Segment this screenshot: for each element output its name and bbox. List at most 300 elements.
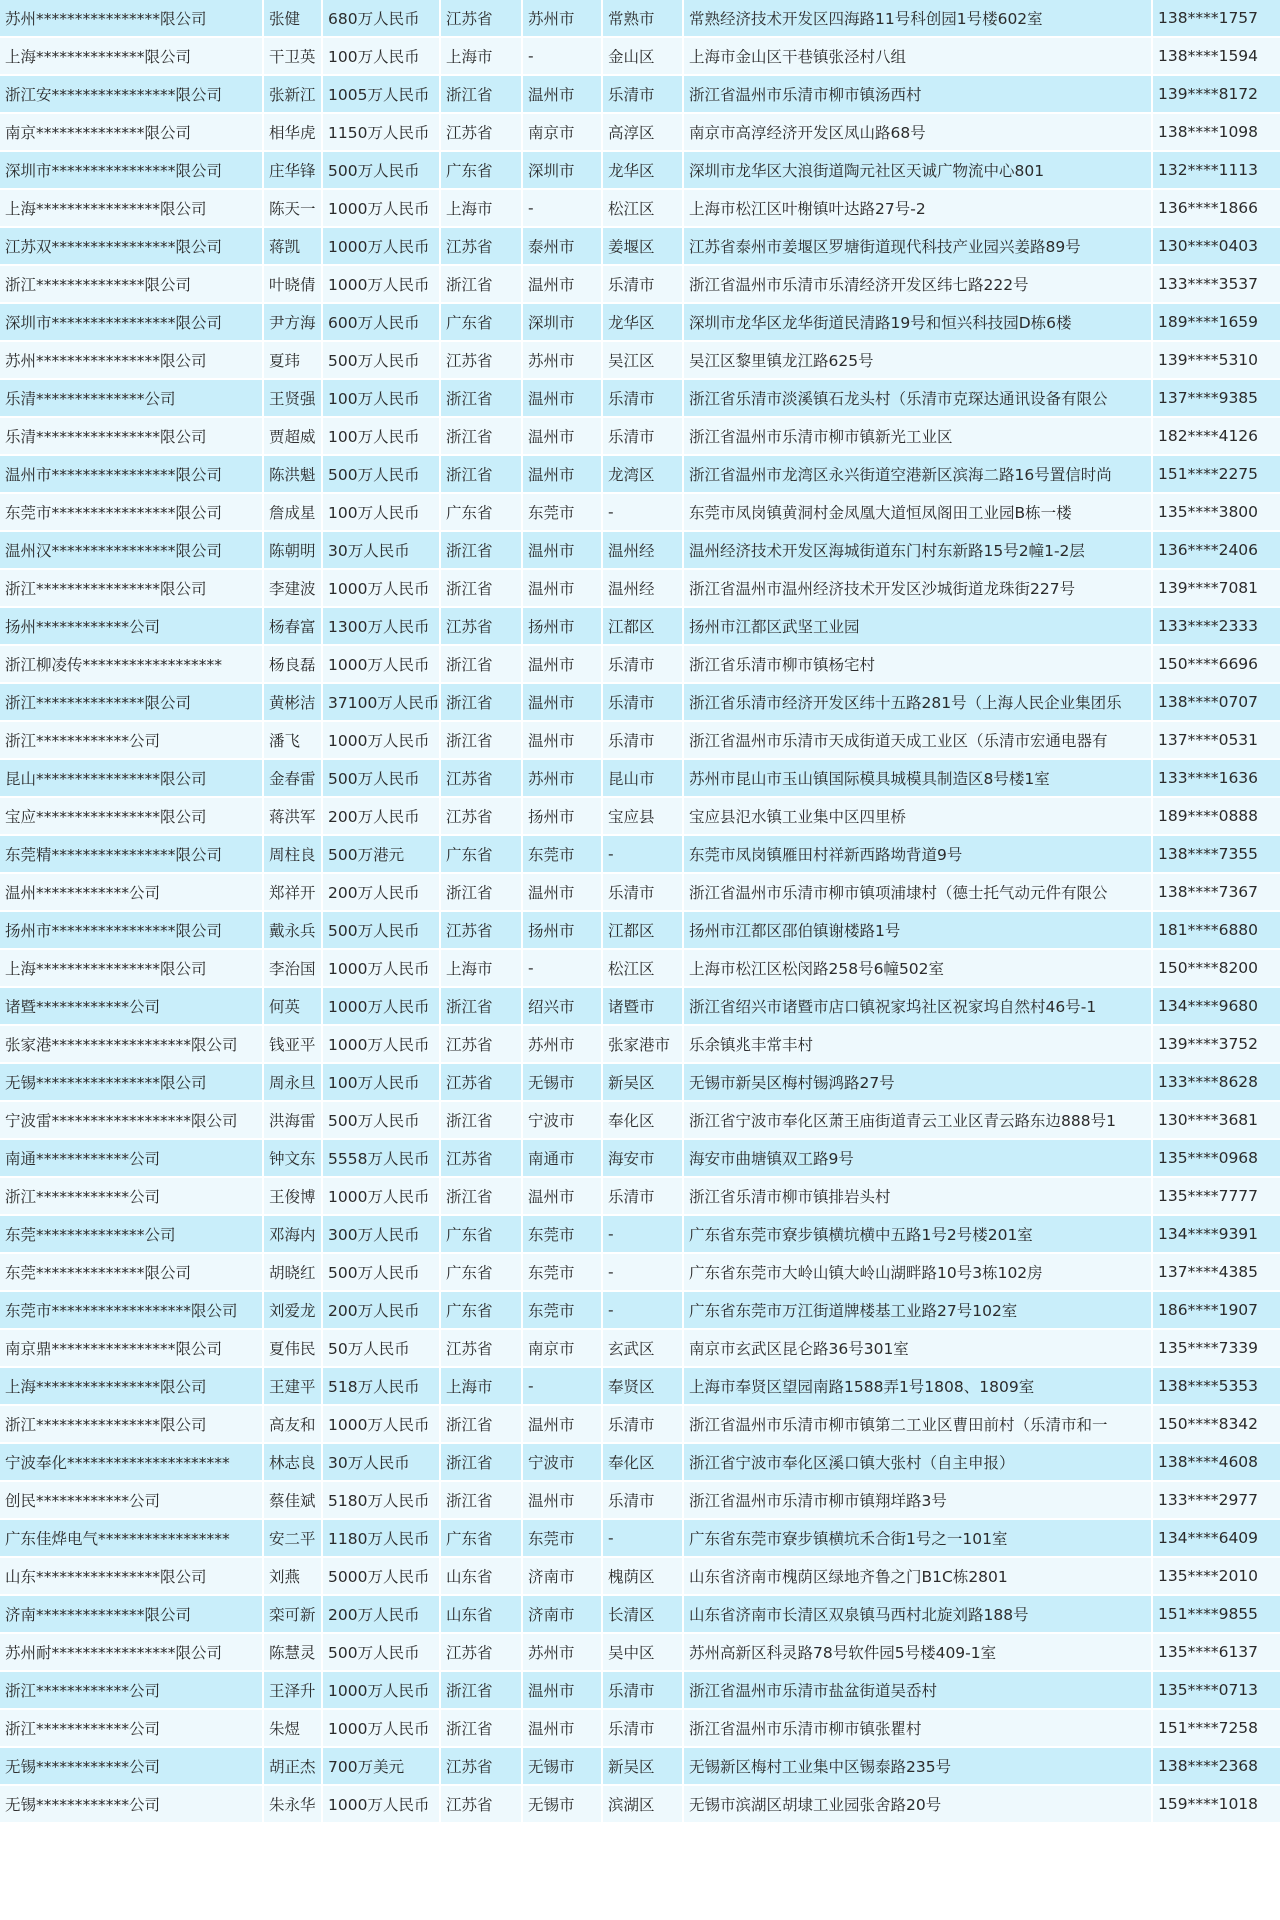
company-name-cell: 诸暨************公司 [0, 988, 264, 1026]
district-cell: 高淳区 [603, 114, 684, 152]
legal-person-cell: 王贤强 [264, 380, 323, 418]
table-row [0, 1292, 1280, 1330]
district-cell: 长清区 [603, 1596, 684, 1634]
district-cell: 乐清市 [603, 874, 684, 912]
company-name-cell: 张家港******************限公司 [0, 1026, 264, 1064]
city-cell: - [523, 1368, 603, 1406]
legal-person-cell: 庄华锋 [264, 152, 323, 190]
company-name-cell: 苏州****************限公司 [0, 342, 264, 380]
table-row [0, 1444, 1280, 1482]
registered-capital-cell: 30万人民币 [323, 532, 441, 570]
province-cell: 浙江省 [441, 646, 523, 684]
city-cell: 无锡市 [523, 1064, 603, 1102]
legal-person-cell: 杨春富 [264, 608, 323, 646]
district-cell: - [603, 836, 684, 874]
address-cell: 扬州市江都区邵伯镇谢楼路1号 [684, 912, 1153, 950]
table-row [0, 570, 1280, 608]
phone-cell: 138****5353 [1153, 1368, 1280, 1406]
company-name-cell: 浙江**************限公司 [0, 266, 264, 304]
company-name-cell: 宝应****************限公司 [0, 798, 264, 836]
registered-capital-cell: 200万人民币 [323, 1292, 441, 1330]
registered-capital-cell: 1000万人民币 [323, 1178, 441, 1216]
legal-person-cell: 干卫英 [264, 38, 323, 76]
city-cell: 温州市 [523, 266, 603, 304]
district-cell: 乐清市 [603, 380, 684, 418]
province-cell: 浙江省 [441, 1102, 523, 1140]
legal-person-cell: 陈天一 [264, 190, 323, 228]
city-cell: 东莞市 [523, 1520, 603, 1558]
phone-cell: 134****9391 [1153, 1216, 1280, 1254]
table-row [0, 532, 1280, 570]
table-row [0, 266, 1280, 304]
city-cell: 温州市 [523, 1672, 603, 1710]
province-cell: 广东省 [441, 1216, 523, 1254]
district-cell: 龙湾区 [603, 456, 684, 494]
province-cell: 上海市 [441, 38, 523, 76]
phone-cell: 135****0968 [1153, 1140, 1280, 1178]
city-cell: - [523, 38, 603, 76]
address-cell: 浙江省温州市温州经济技术开发区沙城街道龙珠街227号 [684, 570, 1153, 608]
legal-person-cell: 潘飞 [264, 722, 323, 760]
legal-person-cell: 尹方海 [264, 304, 323, 342]
phone-cell: 138****7367 [1153, 874, 1280, 912]
company-name-cell: 上海****************限公司 [0, 1368, 264, 1406]
phone-cell: 138****2368 [1153, 1748, 1280, 1786]
company-name-cell: 济南**************限公司 [0, 1596, 264, 1634]
city-cell: 东莞市 [523, 1254, 603, 1292]
table-row [0, 228, 1280, 266]
company-name-cell: 南京**************限公司 [0, 114, 264, 152]
legal-person-cell: 林志良 [264, 1444, 323, 1482]
district-cell: 乐清市 [603, 266, 684, 304]
phone-cell: 151****9855 [1153, 1596, 1280, 1634]
city-cell: 南京市 [523, 1330, 603, 1368]
phone-cell: 134****6409 [1153, 1520, 1280, 1558]
legal-person-cell: 陈洪魁 [264, 456, 323, 494]
phone-cell: 139****8172 [1153, 76, 1280, 114]
table-row [0, 798, 1280, 836]
province-cell: 江苏省 [441, 1330, 523, 1368]
address-cell: 浙江省温州市乐清市盐盆街道吴岙村 [684, 1672, 1153, 1710]
registered-capital-cell: 1180万人民币 [323, 1520, 441, 1558]
company-name-cell: 昆山****************限公司 [0, 760, 264, 798]
phone-cell: 130****0403 [1153, 228, 1280, 266]
company-name-cell: 温州************公司 [0, 874, 264, 912]
phone-cell: 139****3752 [1153, 1026, 1280, 1064]
district-cell: 玄武区 [603, 1330, 684, 1368]
district-cell: 诸暨市 [603, 988, 684, 1026]
table-row [0, 988, 1280, 1026]
district-cell: 乐清市 [603, 684, 684, 722]
address-cell: 宝应县氾水镇工业集中区四里桥 [684, 798, 1153, 836]
district-cell: 乐清市 [603, 646, 684, 684]
legal-person-cell: 钟文东 [264, 1140, 323, 1178]
legal-person-cell: 胡晓红 [264, 1254, 323, 1292]
phone-cell: 138****0707 [1153, 684, 1280, 722]
address-cell: 浙江省乐清市柳市镇杨宅村 [684, 646, 1153, 684]
address-cell: 浙江省温州市乐清市柳市镇第二工业区曹田前村（乐清市和一 [684, 1406, 1153, 1444]
district-cell: 海安市 [603, 1140, 684, 1178]
district-cell: 温州经 [603, 570, 684, 608]
city-cell: 温州市 [523, 1710, 603, 1748]
table-row [0, 1672, 1280, 1710]
registered-capital-cell: 500万人民币 [323, 1634, 441, 1672]
province-cell: 浙江省 [441, 684, 523, 722]
registered-capital-cell: 1000万人民币 [323, 570, 441, 608]
table-row [0, 1748, 1280, 1786]
registered-capital-cell: 200万人民币 [323, 874, 441, 912]
legal-person-cell: 何英 [264, 988, 323, 1026]
city-cell: 东莞市 [523, 1292, 603, 1330]
district-cell: 温州经 [603, 532, 684, 570]
city-cell: - [523, 190, 603, 228]
province-cell: 广东省 [441, 1520, 523, 1558]
province-cell: 江苏省 [441, 760, 523, 798]
district-cell: 张家港市 [603, 1026, 684, 1064]
district-cell: 常熟市 [603, 0, 684, 38]
district-cell: 吴江区 [603, 342, 684, 380]
city-cell: 济南市 [523, 1558, 603, 1596]
city-cell: 东莞市 [523, 494, 603, 532]
table-row [0, 76, 1280, 114]
province-cell: 江苏省 [441, 798, 523, 836]
phone-cell: 134****9680 [1153, 988, 1280, 1026]
legal-person-cell: 陈朝明 [264, 532, 323, 570]
district-cell: 金山区 [603, 38, 684, 76]
province-cell: 山东省 [441, 1558, 523, 1596]
registered-capital-cell: 1000万人民币 [323, 646, 441, 684]
phone-cell: 150****6696 [1153, 646, 1280, 684]
address-cell: 乐余镇兆丰常丰村 [684, 1026, 1153, 1064]
company-name-cell: 宁波雷******************限公司 [0, 1102, 264, 1140]
city-cell: 温州市 [523, 418, 603, 456]
registered-capital-cell: 100万人民币 [323, 494, 441, 532]
province-cell: 山东省 [441, 1596, 523, 1634]
city-cell: 苏州市 [523, 0, 603, 38]
phone-cell: 133****8628 [1153, 1064, 1280, 1102]
legal-person-cell: 李建波 [264, 570, 323, 608]
company-name-cell: 浙江************公司 [0, 1672, 264, 1710]
phone-cell: 139****5310 [1153, 342, 1280, 380]
registered-capital-cell: 500万人民币 [323, 342, 441, 380]
registered-capital-cell: 500万港元 [323, 836, 441, 874]
city-cell: 温州市 [523, 1482, 603, 1520]
province-cell: 江苏省 [441, 912, 523, 950]
address-cell: 上海市金山区干巷镇张泾村八组 [684, 38, 1153, 76]
legal-person-cell: 王建平 [264, 1368, 323, 1406]
legal-person-cell: 洪海雷 [264, 1102, 323, 1140]
phone-cell: 133****1636 [1153, 760, 1280, 798]
registered-capital-cell: 500万人民币 [323, 1254, 441, 1292]
district-cell: 江都区 [603, 608, 684, 646]
district-cell: 乐清市 [603, 1482, 684, 1520]
registered-capital-cell: 100万人民币 [323, 418, 441, 456]
legal-person-cell: 李治国 [264, 950, 323, 988]
district-cell: - [603, 1216, 684, 1254]
province-cell: 浙江省 [441, 570, 523, 608]
table-row [0, 1254, 1280, 1292]
registered-capital-cell: 100万人民币 [323, 380, 441, 418]
company-name-cell: 广东佳烨电气***************** [0, 1520, 264, 1558]
company-name-cell: 温州市****************限公司 [0, 456, 264, 494]
phone-cell: 138****1594 [1153, 38, 1280, 76]
legal-person-cell: 叶晓倩 [264, 266, 323, 304]
province-cell: 浙江省 [441, 266, 523, 304]
table-row [0, 760, 1280, 798]
legal-person-cell: 周柱良 [264, 836, 323, 874]
phone-cell: 189****1659 [1153, 304, 1280, 342]
address-cell: 苏州市昆山市玉山镇国际模具城模具制造区8号楼1室 [684, 760, 1153, 798]
registered-capital-cell: 680万人民币 [323, 0, 441, 38]
table-row [0, 1330, 1280, 1368]
company-name-cell: 扬州************公司 [0, 608, 264, 646]
address-cell: 东莞市凤岗镇雁田村祥新西路坳背道9号 [684, 836, 1153, 874]
table-row [0, 152, 1280, 190]
table-row [0, 1634, 1280, 1672]
registered-capital-cell: 518万人民币 [323, 1368, 441, 1406]
company-name-cell: 宁波奉化********************* [0, 1444, 264, 1482]
company-name-cell: 无锡************公司 [0, 1748, 264, 1786]
address-cell: 浙江省温州市龙湾区永兴街道空港新区滨海二路16号置信时尚 [684, 456, 1153, 494]
province-cell: 江苏省 [441, 1064, 523, 1102]
district-cell: - [603, 1520, 684, 1558]
city-cell: 南京市 [523, 114, 603, 152]
registered-capital-cell: 1000万人民币 [323, 722, 441, 760]
company-name-cell: 无锡****************限公司 [0, 1064, 264, 1102]
registered-capital-cell: 500万人民币 [323, 1102, 441, 1140]
province-cell: 江苏省 [441, 1786, 523, 1824]
legal-person-cell: 蔡佳斌 [264, 1482, 323, 1520]
phone-cell: 186****1907 [1153, 1292, 1280, 1330]
address-cell: 无锡新区梅村工业集中区锡泰路235号 [684, 1748, 1153, 1786]
legal-person-cell: 戴永兵 [264, 912, 323, 950]
company-name-cell: 乐清**************公司 [0, 380, 264, 418]
table-row [0, 1026, 1280, 1064]
city-cell: 温州市 [523, 1406, 603, 1444]
table-row [0, 836, 1280, 874]
phone-cell: 151****7258 [1153, 1710, 1280, 1748]
company-name-cell: 东莞精****************限公司 [0, 836, 264, 874]
registered-capital-cell: 1000万人民币 [323, 228, 441, 266]
district-cell: - [603, 1254, 684, 1292]
city-cell: 无锡市 [523, 1786, 603, 1824]
table-row [0, 1710, 1280, 1748]
city-cell: 东莞市 [523, 836, 603, 874]
province-cell: 浙江省 [441, 1482, 523, 1520]
table-row [0, 1558, 1280, 1596]
company-name-cell: 上海****************限公司 [0, 950, 264, 988]
company-name-cell: 浙江************公司 [0, 1710, 264, 1748]
company-name-cell: 江苏双****************限公司 [0, 228, 264, 266]
province-cell: 广东省 [441, 836, 523, 874]
city-cell: 南通市 [523, 1140, 603, 1178]
registered-capital-cell: 500万人民币 [323, 456, 441, 494]
table-row [0, 722, 1280, 760]
registered-capital-cell: 1000万人民币 [323, 1672, 441, 1710]
address-cell: 深圳市龙华区龙华街道民清路19号和恒兴科技园D栋6楼 [684, 304, 1153, 342]
address-cell: 东莞市凤岗镇黄洞村金凤凰大道恒凤阁田工业园B栋一楼 [684, 494, 1153, 532]
phone-cell: 182****4126 [1153, 418, 1280, 456]
registered-capital-cell: 700万美元 [323, 1748, 441, 1786]
legal-person-cell: 詹成星 [264, 494, 323, 532]
legal-person-cell: 王俊博 [264, 1178, 323, 1216]
phone-cell: 151****2275 [1153, 456, 1280, 494]
address-cell: 深圳市龙华区大浪街道陶元社区天诚广物流中心801 [684, 152, 1153, 190]
legal-person-cell: 王泽升 [264, 1672, 323, 1710]
table-row [0, 1520, 1280, 1558]
district-cell: 宝应县 [603, 798, 684, 836]
legal-person-cell: 朱永华 [264, 1786, 323, 1824]
table-row [0, 0, 1280, 38]
table-row [0, 646, 1280, 684]
table-row [0, 494, 1280, 532]
province-cell: 浙江省 [441, 1444, 523, 1482]
address-cell: 浙江省宁波市奉化区萧王庙街道青云工业区青云路东边888号1 [684, 1102, 1153, 1140]
city-cell: 温州市 [523, 684, 603, 722]
district-cell: 新吴区 [603, 1748, 684, 1786]
table-row [0, 912, 1280, 950]
address-cell: 江苏省泰州市姜堰区罗塘街道现代科技产业园兴姜路89号 [684, 228, 1153, 266]
province-cell: 浙江省 [441, 1178, 523, 1216]
province-cell: 上海市 [441, 190, 523, 228]
phone-cell: 139****7081 [1153, 570, 1280, 608]
address-cell: 苏州高新区科灵路78号软件园5号楼409-1室 [684, 1634, 1153, 1672]
city-cell: 温州市 [523, 1178, 603, 1216]
province-cell: 浙江省 [441, 456, 523, 494]
province-cell: 江苏省 [441, 608, 523, 646]
phone-cell: 130****3681 [1153, 1102, 1280, 1140]
address-cell: 广东省东莞市寮步镇横坑横中五路1号2号楼201室 [684, 1216, 1153, 1254]
company-name-cell: 温州汉****************限公司 [0, 532, 264, 570]
table-row [0, 950, 1280, 988]
district-cell: 乐清市 [603, 1406, 684, 1444]
province-cell: 浙江省 [441, 722, 523, 760]
registered-capital-cell: 5000万人民币 [323, 1558, 441, 1596]
table-row [0, 1064, 1280, 1102]
address-cell: 浙江省温州市乐清市乐清经济开发区纬七路222号 [684, 266, 1153, 304]
legal-person-cell: 朱煜 [264, 1710, 323, 1748]
address-cell: 上海市松江区叶榭镇叶达路27号-2 [684, 190, 1153, 228]
registered-capital-cell: 200万人民币 [323, 1596, 441, 1634]
city-cell: 温州市 [523, 380, 603, 418]
registered-capital-cell: 5558万人民币 [323, 1140, 441, 1178]
province-cell: 江苏省 [441, 1634, 523, 1672]
legal-person-cell: 邓海内 [264, 1216, 323, 1254]
province-cell: 广东省 [441, 304, 523, 342]
legal-person-cell: 杨良磊 [264, 646, 323, 684]
district-cell: 奉贤区 [603, 1368, 684, 1406]
registered-capital-cell: 1000万人民币 [323, 1786, 441, 1824]
table-row [0, 38, 1280, 76]
phone-cell: 133****2333 [1153, 608, 1280, 646]
legal-person-cell: 相华虎 [264, 114, 323, 152]
table-row [0, 190, 1280, 228]
company-name-cell: 山东****************限公司 [0, 1558, 264, 1596]
company-name-cell: 浙江****************限公司 [0, 570, 264, 608]
province-cell: 浙江省 [441, 532, 523, 570]
registered-capital-cell: 600万人民币 [323, 304, 441, 342]
address-cell: 上海市奉贤区望园南路1588弄1号1808、1809室 [684, 1368, 1153, 1406]
city-cell: 温州市 [523, 646, 603, 684]
address-cell: 广东省东莞市大岭山镇大岭山湖畔路10号3栋102房 [684, 1254, 1153, 1292]
address-cell: 广东省东莞市万江街道牌楼基工业路27号102室 [684, 1292, 1153, 1330]
registered-capital-cell: 100万人民币 [323, 38, 441, 76]
company-name-cell: 浙江安****************限公司 [0, 76, 264, 114]
city-cell: 东莞市 [523, 1216, 603, 1254]
province-cell: 浙江省 [441, 988, 523, 1026]
district-cell: 龙华区 [603, 304, 684, 342]
company-name-cell: 东莞市****************限公司 [0, 494, 264, 532]
company-name-cell: 无锡************公司 [0, 1786, 264, 1824]
company-name-cell: 浙江************公司 [0, 1178, 264, 1216]
phone-cell: 135****3800 [1153, 494, 1280, 532]
address-cell: 海安市曲塘镇双工路9号 [684, 1140, 1153, 1178]
phone-cell: 138****1098 [1153, 114, 1280, 152]
district-cell: 槐荫区 [603, 1558, 684, 1596]
address-cell: 浙江省温州市乐清市柳市镇翔垟路3号 [684, 1482, 1153, 1520]
phone-cell: 133****3537 [1153, 266, 1280, 304]
phone-cell: 137****4385 [1153, 1254, 1280, 1292]
table-row [0, 1406, 1280, 1444]
legal-person-cell: 胡正杰 [264, 1748, 323, 1786]
address-cell: 浙江省温州市乐清市天成街道天成工业区（乐清市宏通电器有 [684, 722, 1153, 760]
city-cell: 绍兴市 [523, 988, 603, 1026]
registered-capital-cell: 1000万人民币 [323, 266, 441, 304]
address-cell: 无锡市新吴区梅村锡鸿路27号 [684, 1064, 1153, 1102]
company-name-cell: 浙江**************限公司 [0, 684, 264, 722]
legal-person-cell: 贾超威 [264, 418, 323, 456]
registered-capital-cell: 5180万人民币 [323, 1482, 441, 1520]
table-row [0, 1482, 1280, 1520]
registered-capital-cell: 100万人民币 [323, 1064, 441, 1102]
city-cell: 宁波市 [523, 1444, 603, 1482]
district-cell: 奉化区 [603, 1444, 684, 1482]
district-cell: 江都区 [603, 912, 684, 950]
company-name-cell: 上海****************限公司 [0, 190, 264, 228]
district-cell: 新吴区 [603, 1064, 684, 1102]
district-cell: 乐清市 [603, 76, 684, 114]
address-cell: 浙江省乐清市淡溪镇石龙头村（乐清市克琛达通讯设备有限公 [684, 380, 1153, 418]
registered-capital-cell: 1000万人民币 [323, 950, 441, 988]
legal-person-cell: 蒋凯 [264, 228, 323, 266]
phone-cell: 135****7339 [1153, 1330, 1280, 1368]
company-name-cell: 深圳市****************限公司 [0, 304, 264, 342]
district-cell: 滨湖区 [603, 1786, 684, 1824]
province-cell: 广东省 [441, 152, 523, 190]
phone-cell: 135****7777 [1153, 1178, 1280, 1216]
registered-capital-cell: 1000万人民币 [323, 1026, 441, 1064]
city-cell: 宁波市 [523, 1102, 603, 1140]
city-cell: 扬州市 [523, 912, 603, 950]
legal-person-cell: 刘爱龙 [264, 1292, 323, 1330]
table-row [0, 304, 1280, 342]
table-row [0, 1102, 1280, 1140]
legal-person-cell: 栾可新 [264, 1596, 323, 1634]
city-cell: 温州市 [523, 532, 603, 570]
province-cell: 江苏省 [441, 0, 523, 38]
province-cell: 浙江省 [441, 874, 523, 912]
address-cell: 浙江省绍兴市诸暨市店口镇祝家坞社区祝家坞自然村46号-1 [684, 988, 1153, 1026]
company-name-cell: 东莞**************公司 [0, 1216, 264, 1254]
registered-capital-cell: 200万人民币 [323, 798, 441, 836]
address-cell: 山东省济南市长清区双泉镇马西村北旋刘路188号 [684, 1596, 1153, 1634]
district-cell: 昆山市 [603, 760, 684, 798]
address-cell: 广东省东莞市寮步镇横坑禾合街1号之一101室 [684, 1520, 1153, 1558]
address-cell: 无锡市滨湖区胡埭工业园张舍路20号 [684, 1786, 1153, 1824]
address-cell: 南京市高淳经济开发区凤山路68号 [684, 114, 1153, 152]
city-cell: 无锡市 [523, 1748, 603, 1786]
province-cell: 浙江省 [441, 1672, 523, 1710]
